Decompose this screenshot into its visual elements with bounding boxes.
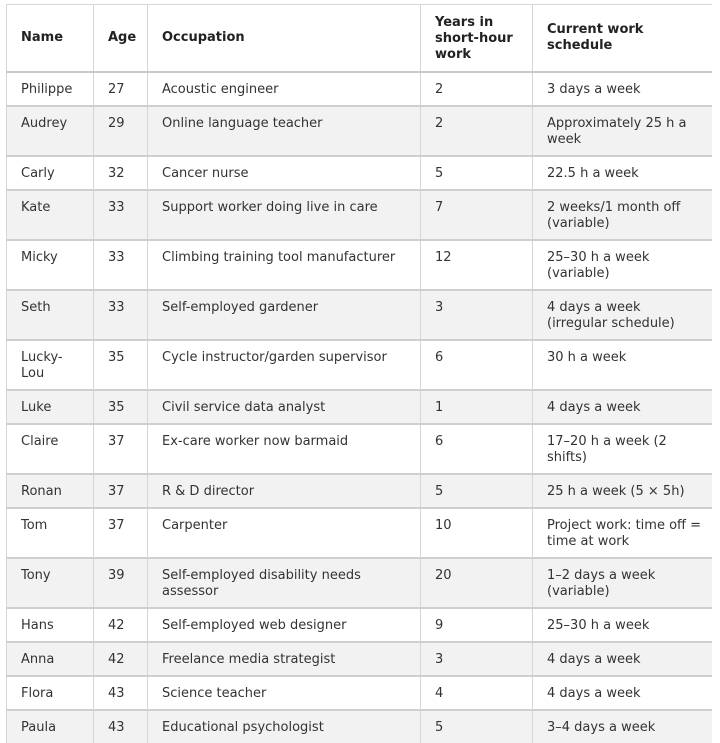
cell-age: 43: [94, 676, 148, 710]
cell-schedule: 1–2 days a week (variable): [533, 558, 713, 608]
cell-name: Claire: [7, 424, 94, 474]
cell-years: 2: [421, 106, 533, 156]
cell-age: 35: [94, 340, 148, 390]
cell-schedule: 4 days a week: [533, 676, 713, 710]
cell-years: 5: [421, 474, 533, 508]
cell-occupation: Cycle instructor/garden supervisor: [148, 340, 421, 390]
cell-age: 42: [94, 642, 148, 676]
cell-age: 43: [94, 710, 148, 743]
table-row: [7, 424, 713, 474]
participants-table: [6, 4, 712, 743]
table-row: [7, 190, 713, 240]
cell-age: 37: [94, 474, 148, 508]
cell-occupation: Freelance media strategist: [148, 642, 421, 676]
table-row: [7, 558, 713, 608]
cell-name: Kate: [7, 190, 94, 240]
header-years: Years in short-hour work: [421, 5, 533, 72]
header-age: Age: [94, 5, 148, 72]
header-row: [7, 5, 713, 72]
cell-name: Flora: [7, 676, 94, 710]
cell-schedule: 3–4 days a week: [533, 710, 713, 743]
cell-occupation: Cancer nurse: [148, 156, 421, 190]
cell-years: 7: [421, 190, 533, 240]
cell-age: 27: [94, 72, 148, 106]
cell-occupation: Self-employed web designer: [148, 608, 421, 642]
cell-name: Tony: [7, 558, 94, 608]
table-row: [7, 710, 713, 743]
cell-age: 29: [94, 106, 148, 156]
cell-occupation: Self-employed gardener: [148, 290, 421, 340]
cell-occupation: Carpenter: [148, 508, 421, 558]
cell-schedule: 2 weeks/1 month off (variable): [533, 190, 713, 240]
table-row: [7, 642, 713, 676]
cell-occupation: Educational psychologist: [148, 710, 421, 743]
cell-years: 3: [421, 642, 533, 676]
table-row: [7, 106, 713, 156]
table-row: [7, 676, 713, 710]
cell-age: 35: [94, 390, 148, 424]
cell-age: 39: [94, 558, 148, 608]
cell-schedule: 25 h a week (5 × 5h): [533, 474, 713, 508]
table-row: [7, 72, 713, 106]
cell-schedule: 25–30 h a week (variable): [533, 240, 713, 290]
cell-age: 42: [94, 608, 148, 642]
cell-schedule: 22.5 h a week: [533, 156, 713, 190]
cell-name: Anna: [7, 642, 94, 676]
cell-occupation: R & D director: [148, 474, 421, 508]
cell-schedule: 3 days a week: [533, 72, 713, 106]
cell-years: 6: [421, 424, 533, 474]
cell-schedule: Approximately 25 h a week: [533, 106, 713, 156]
cell-name: Lucky-Lou: [7, 340, 94, 390]
cell-years: 12: [421, 240, 533, 290]
cell-age: 32: [94, 156, 148, 190]
cell-schedule: 4 days a week: [533, 390, 713, 424]
cell-schedule: 4 days a week: [533, 642, 713, 676]
header-occupation: Occupation: [148, 5, 421, 72]
cell-occupation: Science teacher: [148, 676, 421, 710]
cell-occupation: Climbing training tool manufacturer: [148, 240, 421, 290]
table-container: [6, 4, 712, 743]
cell-occupation: Support worker doing live in care: [148, 190, 421, 240]
table-row: [7, 340, 713, 390]
cell-schedule: 25–30 h a week: [533, 608, 713, 642]
cell-age: 33: [94, 290, 148, 340]
cell-years: 20: [421, 558, 533, 608]
table-row: [7, 608, 713, 642]
cell-years: 1: [421, 390, 533, 424]
cell-years: 9: [421, 608, 533, 642]
cell-name: Carly: [7, 156, 94, 190]
cell-age: 33: [94, 240, 148, 290]
table-row: [7, 390, 713, 424]
cell-years: 5: [421, 710, 533, 743]
cell-name: Hans: [7, 608, 94, 642]
cell-name: Luke: [7, 390, 94, 424]
cell-occupation: Civil service data analyst: [148, 390, 421, 424]
cell-schedule: Project work: time off = time at work: [533, 508, 713, 558]
cell-name: Ronan: [7, 474, 94, 508]
cell-years: 3: [421, 290, 533, 340]
table-row: [7, 156, 713, 190]
cell-name: Tom: [7, 508, 94, 558]
cell-years: 6: [421, 340, 533, 390]
header-schedule: Current work schedule: [533, 5, 713, 72]
cell-name: Audrey: [7, 106, 94, 156]
cell-age: 37: [94, 424, 148, 474]
table-row: [7, 508, 713, 558]
table-header: [7, 5, 713, 72]
cell-age: 33: [94, 190, 148, 240]
cell-schedule: 4 days a week (irregular schedule): [533, 290, 713, 340]
cell-years: 4: [421, 676, 533, 710]
cell-name: Seth: [7, 290, 94, 340]
cell-years: 5: [421, 156, 533, 190]
cell-name: Micky: [7, 240, 94, 290]
cell-occupation: Ex-care worker now barmaid: [148, 424, 421, 474]
table-row: [7, 240, 713, 290]
cell-name: Paula: [7, 710, 94, 743]
cell-age: 37: [94, 508, 148, 558]
table-body: [7, 72, 713, 743]
cell-schedule: 17–20 h a week (2 shifts): [533, 424, 713, 474]
cell-schedule: 30 h a week: [533, 340, 713, 390]
cell-occupation: Self-employed disability needs assessor: [148, 558, 421, 608]
header-name: Name: [7, 5, 94, 72]
cell-years: 10: [421, 508, 533, 558]
cell-name: Philippe: [7, 72, 94, 106]
table-row: [7, 290, 713, 340]
table-row: [7, 474, 713, 508]
cell-occupation: Online language teacher: [148, 106, 421, 156]
cell-occupation: Acoustic engineer: [148, 72, 421, 106]
cell-years: 2: [421, 72, 533, 106]
